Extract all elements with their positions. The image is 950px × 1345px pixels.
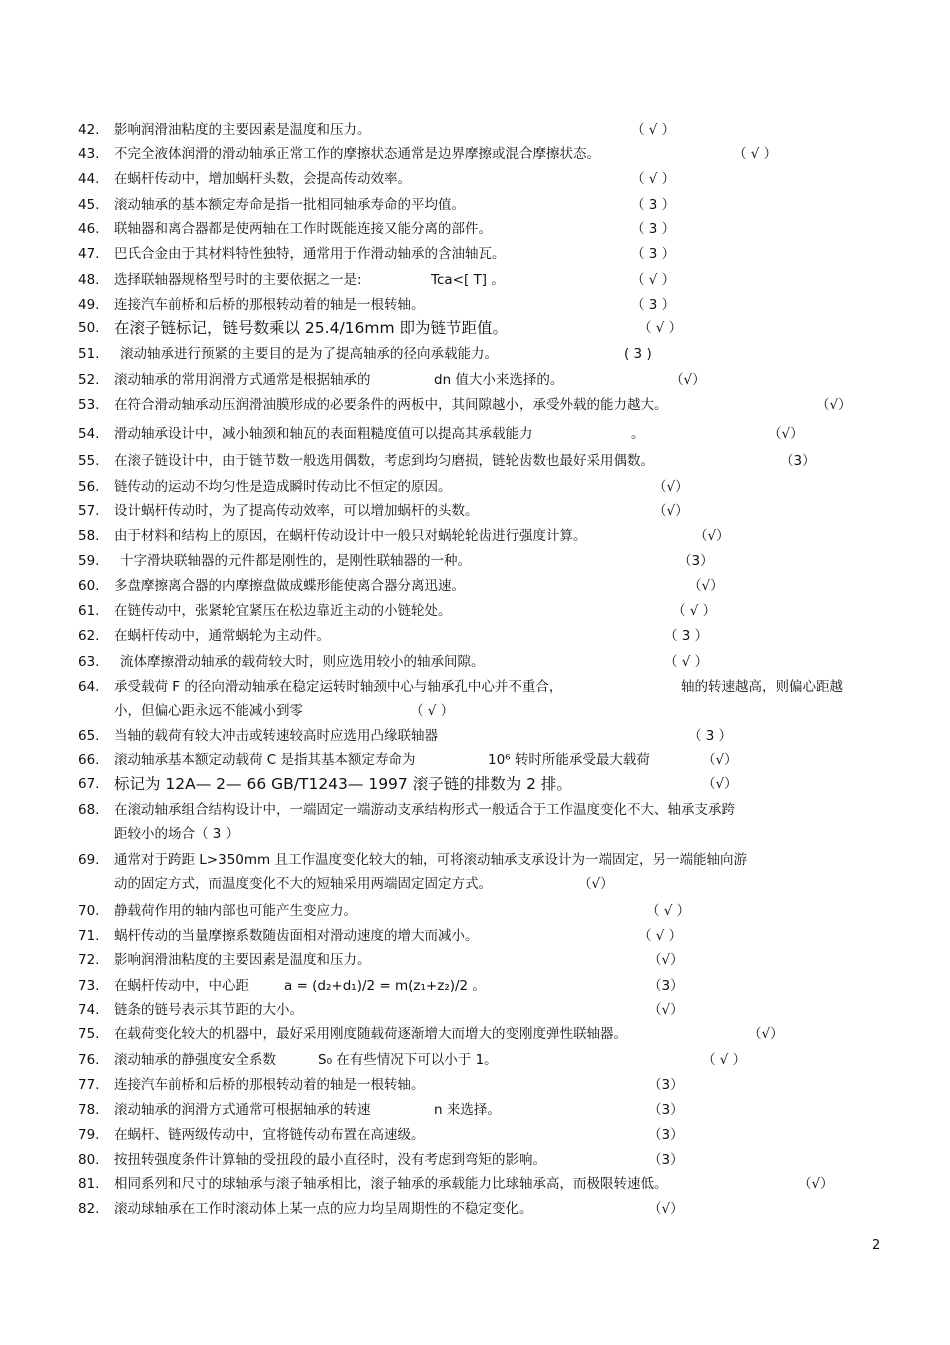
item-text: 十字滑块联轴器的元件都是刚性的，是刚性联轴器的一种。 <box>120 553 471 569</box>
item-number: 81. <box>78 1176 100 1192</box>
item-text: 链传动的运动不均匀性是造成瞬时传动比不恒定的原因。 <box>114 479 452 495</box>
item-text-line2: 小，但偏心距永远不能减小到零 <box>114 703 303 719</box>
answer-mark: （√） <box>648 1002 684 1018</box>
item-number: 51. <box>78 346 100 362</box>
answer-mark: （3） <box>678 553 714 569</box>
answer-mark: （√） <box>702 776 738 792</box>
item-text: 设计蜗杆传动时，为了提高传动效率，可以增加蜗杆的头数。 <box>114 503 479 519</box>
answer-mark: （ √ ） <box>646 903 691 919</box>
item-number: 76. <box>78 1052 100 1068</box>
item-text: 滚动轴承的基本额定寿命是指一批相同轴承寿命的平均值。 <box>114 197 465 213</box>
answer-mark: （√） <box>688 578 724 594</box>
item-number: 82. <box>78 1201 100 1217</box>
item-text: 滚动球轴承在工作时滚动体上某一点的应力均呈周期性的不稳定变化。 <box>114 1201 533 1217</box>
answer-mark: （ 3 ） <box>631 197 676 213</box>
item-number: 73. <box>78 978 100 994</box>
item-number: 50. <box>78 320 100 336</box>
answer-mark: （√） <box>648 952 684 968</box>
item-number: 74. <box>78 1002 100 1018</box>
item-text-cont: 10⁶ 转时所能承受最大载荷 <box>488 752 650 768</box>
item-number: 44. <box>78 171 100 187</box>
item-number: 77. <box>78 1077 100 1093</box>
item-number: 57. <box>78 503 100 519</box>
item-number: 58. <box>78 528 100 544</box>
item-text: 选择联轴器规格型号时的主要依据之一是: <box>114 272 362 288</box>
item-text: 不完全液体润滑的滑动轴承正常工作的摩擦状态通常是边界摩擦或混合摩擦状态。 <box>114 146 600 162</box>
answer-mark: （ √ ） <box>410 703 455 719</box>
item-number: 61. <box>78 603 100 619</box>
item-text: 在符合滑动轴承动压润滑油膜形成的必要条件的两板中，其间隙越小，承受外载的能力越大。 <box>114 397 668 413</box>
item-text: 标记为 12A— 2— 66 GB/T1243— 1997 滚子链的排数为 2 排。 <box>114 775 572 793</box>
item-text: 由于材料和结构上的原因，在蜗杆传动设计中一般只对蜗轮轮齿进行强度计算。 <box>114 528 587 544</box>
answer-mark: （ √ ） <box>702 1052 747 1068</box>
item-text: 在蜗杆传动中，增加蜗杆头数，会提高传动效率。 <box>114 171 411 187</box>
item-number: 55. <box>78 453 100 469</box>
item-text: 当轴的载荷有较大冲击或转速较高时应选用凸缘联轴器 <box>114 728 438 744</box>
item-text-line2: 动的固定方式，而温度变化不大的短轴采用两端固定固定方式。 <box>114 876 492 892</box>
item-text: 蜗杆传动的当量摩擦系数随齿面相对滑动速度的增大而减小。 <box>114 928 479 944</box>
answer-mark: （√） <box>578 876 614 892</box>
item-number: 60. <box>78 578 100 594</box>
item-number: 59. <box>78 553 100 569</box>
list-item <box>78 851 878 895</box>
answer-mark: （ 3 ） <box>688 728 733 744</box>
item-text-cont: n 来选择。 <box>434 1102 501 1118</box>
item-number: 47. <box>78 246 100 262</box>
item-text: 多盘摩擦离合器的内摩擦盘做成蝶形能使离合器分离迅速。 <box>114 578 465 594</box>
answer-mark: （ 3 ） <box>631 297 676 313</box>
answer-mark: （ 3 ） <box>664 628 709 644</box>
item-number: 79. <box>78 1127 100 1143</box>
item-text: 滚动轴承进行预紧的主要目的是为了提高轴承的径向承载能力。 <box>120 346 498 362</box>
item-text: 连接汽车前桥和后桥的那根转动着的轴是一根转轴。 <box>114 1077 425 1093</box>
answer-mark: （3） <box>648 1152 684 1168</box>
item-text-cont: S₀ 在有些情况下可以小于 1。 <box>318 1052 498 1068</box>
answer-mark: （3） <box>648 1077 684 1093</box>
item-text: 滚动轴承基本额定动载荷 C 是指其基本额定寿命为 <box>114 752 416 768</box>
answer-mark: ( 3 ) <box>624 346 652 362</box>
item-text: 影响润滑油粘度的主要因素是温度和压力。 <box>114 952 371 968</box>
item-number: 53. <box>78 397 100 413</box>
answer-mark: （ 3 ） <box>631 246 676 262</box>
item-text: 在蜗杆传动中，通常蜗轮为主动件。 <box>114 628 330 644</box>
item-number: 68. <box>78 802 100 818</box>
answer-mark: （√） <box>670 372 706 388</box>
answer-mark: （√） <box>748 1026 784 1042</box>
answer-mark: （√） <box>798 1176 834 1192</box>
item-text: 滚动轴承的常用润滑方式通常是根据轴承的 <box>114 372 371 388</box>
item-number: 72. <box>78 952 100 968</box>
item-number: 48. <box>78 272 100 288</box>
item-text: 在载荷变化较大的机器中，最好采用刚度随载荷逐渐增大而增大的变刚度弹性联轴器。 <box>114 1026 627 1042</box>
item-number: 52. <box>78 372 100 388</box>
item-text: 滑动轴承设计中，减小轴颈和轴瓦的表面粗糙度值可以提高其承载能力 <box>114 426 533 442</box>
answer-mark: （ 3 ） <box>631 221 676 237</box>
answer-mark: （√） <box>816 397 852 413</box>
page-number: 2 <box>872 1238 881 1253</box>
item-number: 80. <box>78 1152 100 1168</box>
item-number: 56. <box>78 479 100 495</box>
answer-mark: （ √ ） <box>631 122 676 138</box>
item-number: 66. <box>78 752 100 768</box>
item-text: 在滚动轴承组合结构设计中，一端固定一端游动支承结构形式一般适合于工作温度变化不大、轴承支承跨 <box>114 802 735 818</box>
list-item <box>78 801 878 845</box>
item-formula: Tca<[ T] 。 <box>431 272 505 288</box>
answer-mark: （3） <box>648 1127 684 1143</box>
answer-mark: （√） <box>653 503 689 519</box>
item-text-cont: 。 <box>631 426 645 442</box>
item-number: 63. <box>78 654 100 670</box>
item-number: 65. <box>78 728 100 744</box>
list-item <box>78 678 878 722</box>
item-text: 影响润滑油粘度的主要因素是温度和压力。 <box>114 122 371 138</box>
item-text: 流体摩擦滑动轴承的载荷较大时，则应选用较小的轴承间隙。 <box>120 654 485 670</box>
item-text-line2: 距较小的场合（ 3 ） <box>114 826 240 842</box>
answer-mark: （√） <box>648 1201 684 1217</box>
item-text: 联轴器和离合器都是使两轴在工作时既能连接又能分离的部件。 <box>114 221 492 237</box>
item-number: 62. <box>78 628 100 644</box>
item-number: 43. <box>78 146 100 162</box>
answer-mark: （3） <box>648 978 684 994</box>
item-text: 相同系列和尺寸的球轴承与滚子轴承相比，滚子轴承的承载能力比球轴承高，而极限转速低。 <box>114 1176 668 1192</box>
item-text-cont: dn 值大小来选择的。 <box>434 372 564 388</box>
answer-mark: （3） <box>648 1102 684 1118</box>
item-number: 70. <box>78 903 100 919</box>
item-text: 链条的链号表示其节距的大小。 <box>114 1002 303 1018</box>
answer-mark: （ √ ） <box>631 171 676 187</box>
item-number: 71. <box>78 928 100 944</box>
answer-mark: （ √ ） <box>638 320 683 336</box>
item-number: 45. <box>78 197 100 213</box>
answer-mark: （ √ ） <box>664 654 709 670</box>
item-text: 静载荷作用的轴内部也可能产生变应力。 <box>114 903 357 919</box>
item-number: 67. <box>78 776 100 792</box>
answer-mark: （ √ ） <box>672 603 717 619</box>
answer-mark: （ √ ） <box>631 272 676 288</box>
answer-mark: （√） <box>653 479 689 495</box>
answer-mark: （√） <box>702 752 738 768</box>
item-text: 承受载荷 F 的径向滑动轴承在稳定运转时轴颈中心与轴承孔中心并不重合， <box>114 679 563 695</box>
item-number: 64. <box>78 679 100 695</box>
item-text: 滚动轴承的润滑方式通常可根据轴承的转速 <box>114 1102 371 1118</box>
item-text: 通常对于跨距 L>350mm 且工作温度变化较大的轴，可将滚动轴承支承设计为一端固定，另一端能轴向游 <box>114 852 747 868</box>
item-text: 滚动轴承的静强度安全系数 <box>114 1052 276 1068</box>
item-number: 78. <box>78 1102 100 1118</box>
item-text-cont: 轴的转速越高，则偏心距越 <box>681 679 843 695</box>
item-text: 在滚子链设计中，由于链节数一般选用偶数，考虑到均匀磨损，链轮齿数也最好采用偶数。 <box>114 453 654 469</box>
item-number: 46. <box>78 221 100 237</box>
item-number: 54. <box>78 426 100 442</box>
item-number: 49. <box>78 297 100 313</box>
item-text: 按扭转强度条件计算轴的受扭段的最小直径时，没有考虑到弯矩的影响。 <box>114 1152 546 1168</box>
item-formula: a = (d₂+d₁)/2 = m(z₁+z₂)/2 。 <box>284 978 486 994</box>
item-text: 在蜗杆、链两级传动中，宜将链传动布置在高速级。 <box>114 1127 425 1143</box>
item-text: 在滚子链标记，链号数乘以 25.4/16mm 即为链节距值。 <box>114 319 509 337</box>
item-text: 在链传动中，张紧轮宜紧压在松边靠近主动的小链轮处。 <box>114 603 452 619</box>
answer-mark: （ √ ） <box>638 928 683 944</box>
item-text: 连接汽车前桥和后桥的那根转动着的轴是一根转轴。 <box>114 297 425 313</box>
item-number: 75. <box>78 1026 100 1042</box>
answer-mark: （3） <box>780 453 816 469</box>
answer-mark: （√） <box>694 528 730 544</box>
answer-mark: （ √ ） <box>733 146 778 162</box>
answer-mark: （√） <box>768 426 804 442</box>
item-number: 42. <box>78 122 100 138</box>
item-number: 69. <box>78 852 100 868</box>
item-text: 在蜗杆传动中，中心距 <box>114 978 249 994</box>
item-text: 巴氏合金由于其材料特性独特，通常用于作滑动轴承的含油轴瓦。 <box>114 246 506 262</box>
